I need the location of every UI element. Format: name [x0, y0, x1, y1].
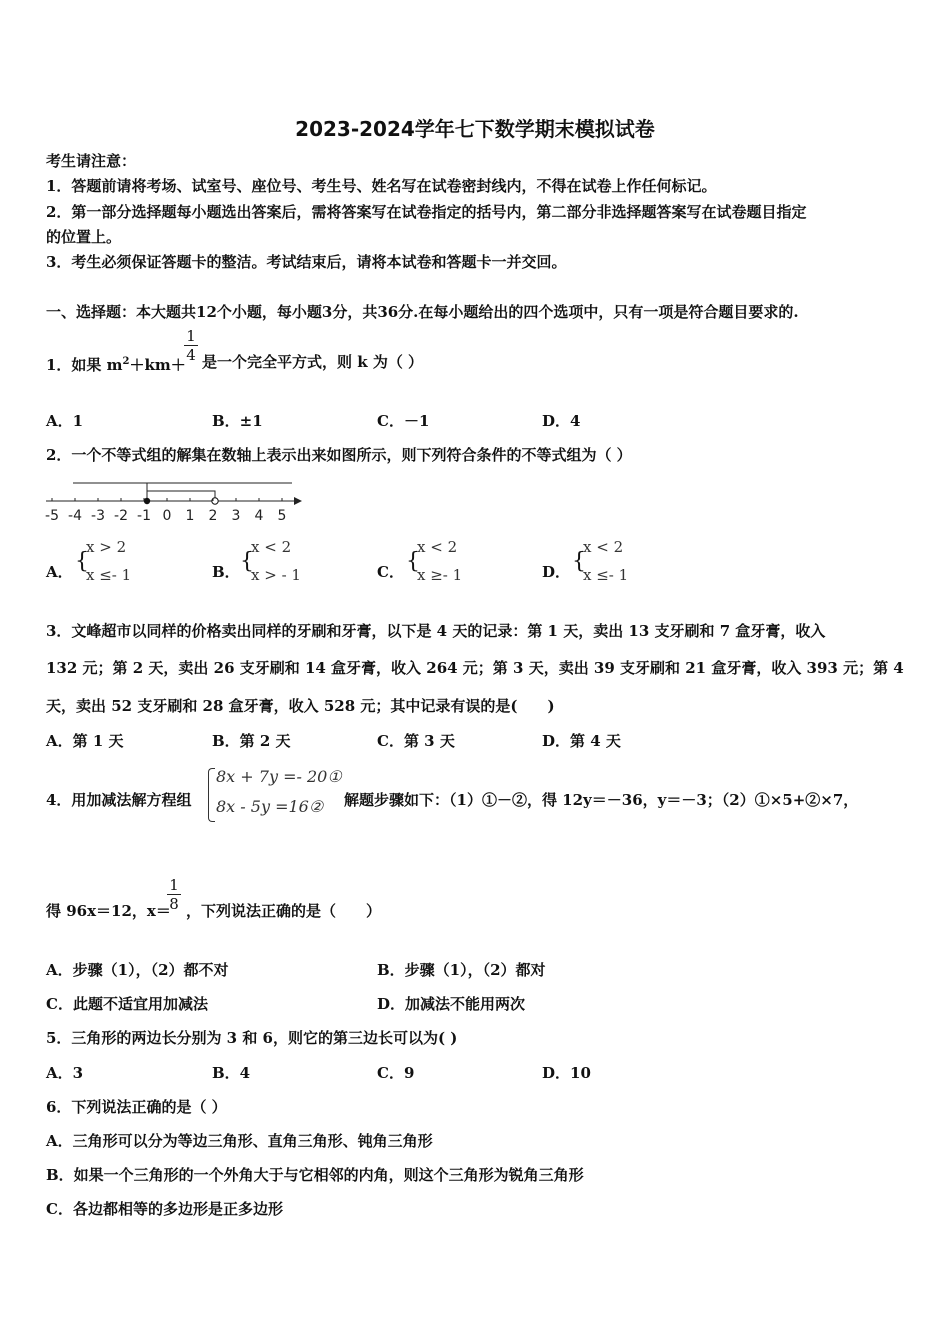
q4-option-c: C．此题不适宜用加减法 — [46, 995, 208, 1013]
q5-option-b: B．4 — [212, 1064, 251, 1082]
question-6-text: 6．下列说法正确的是（ ） — [46, 1098, 227, 1116]
q3-option-c: C．第 3 天 — [377, 732, 455, 750]
solution-bracket — [147, 491, 215, 501]
page-title: 2023-2024学年七下数学期末模拟试卷 — [295, 117, 655, 141]
number-line-figure — [40, 474, 310, 526]
axis-tick-label: -4 — [68, 508, 82, 524]
axis-tick-label: 5 — [277, 508, 287, 524]
q6-option-c: C．各边都相等的多边形是正多边形 — [46, 1200, 283, 1218]
q2-option-d-brace: { — [572, 549, 586, 574]
q2-option-d-bottom: x ≤- 1 — [583, 566, 629, 584]
q1-option-c: C．－1 — [377, 412, 430, 430]
q5-option-c: C．9 — [377, 1064, 415, 1082]
question-1-suffix: 是一个完全平方式，则 k 为（ ） — [202, 353, 424, 371]
question-4-line-2: 得 96x＝12，x＝ — [46, 902, 171, 920]
notice-item-2-cont: 的位置上。 — [46, 228, 122, 246]
q2-option-b-brace: { — [240, 549, 254, 574]
q2-option-b-bottom: x > - 1 — [251, 566, 301, 584]
q4-equation-2: 8x - 5y =16② — [216, 797, 324, 816]
q3-option-b: B．第 2 天 — [212, 732, 291, 750]
closed-point-minus-1 — [144, 498, 150, 504]
q2-option-a-label: A． — [46, 563, 73, 581]
q2-option-b-label: B． — [212, 563, 240, 581]
question-3-line-2: 132 元；第 2 天，卖出 26 支牙刷和 14 盒牙膏，收入 264 元；第 3 天，卖出 39 支牙刷和 21 盒牙膏，收入 393 元；第 4 — [46, 659, 904, 677]
q5-option-a: A．3 — [46, 1064, 84, 1082]
axis-tick-label: -5 — [45, 508, 59, 524]
q4-system-brace — [208, 768, 215, 822]
axis-tick-label: -2 — [114, 508, 128, 524]
question-2-text: 2．一个不等式组的解集在数轴上表示出来如图所示，则下列符合条件的不等式组为（ ） — [46, 446, 632, 464]
axis-tick-label: 0 — [162, 508, 172, 524]
q5-option-d: D．10 — [542, 1064, 591, 1082]
q6-option-a: A．三角形可以分为等边三角形、直角三角形、钝角三角形 — [46, 1132, 433, 1150]
question-5-text: 5．三角形的两边长分别为 3 和 6，则它的第三边长可以为( ) — [46, 1029, 458, 1047]
axis-tick-label: 4 — [254, 508, 264, 524]
q4-option-b: B．步骤（1），（2）都对 — [377, 961, 546, 979]
q2-option-b-top: x < 2 — [251, 538, 292, 556]
q6-option-b: B．如果一个三角形的一个外角大于与它相邻的内角，则这个三角形为锐角三角形 — [46, 1166, 584, 1184]
notice-heading: 考生请注意： — [46, 152, 137, 170]
question-3-line-1: 3．文峰超市以同样的价格卖出同样的牙刷和牙膏，以下是 4 天的记录：第 1 天，卖出 13 支牙刷和 7 盒牙膏，收入 — [46, 622, 826, 640]
section-heading: 一、选择题：本大题共12个小题，每小题3分，共36分.在每小题给出的四个选项中，只有一项是符合题目要求的. — [46, 303, 799, 321]
q1-option-d: D．4 — [542, 412, 581, 430]
q2-option-d-label: D． — [542, 563, 571, 581]
question-4-line-2-suffix: ，下列说法正确的是（ ） — [186, 902, 382, 920]
q2-option-c-label: C． — [377, 563, 404, 581]
axis-tick-label: -1 — [137, 508, 151, 524]
notice-item-2: 2．第一部分选择题每小题选出答案后，需将答案写在试卷指定的括号内，第二部分非选择题答案写在试卷题目指定 — [46, 203, 807, 221]
q2-option-a-bottom: x ≤- 1 — [86, 566, 132, 584]
q4-option-a: A．步骤（1），（2）都不对 — [46, 961, 229, 979]
question-4-prefix: 4．用加减法解方程组 — [46, 791, 192, 809]
question-4-steps: 解题步骤如下：（1）①－②，得 12y＝－36，y＝－3；（2）①×5+②×7， — [344, 791, 859, 809]
q3-option-a: A．第 1 天 — [46, 732, 124, 750]
notice-item-3: 3．考生必须保证答题卡的整洁。考试结束后，请将本试卷和答题卡一并交回。 — [46, 253, 567, 271]
q1-option-b: B．±1 — [212, 412, 263, 430]
number-line-arrow — [294, 497, 302, 505]
question-1-text: 1．如果 $m^2+km+$ — [46, 356, 186, 374]
q4-option-d: D．加减法不能用两次 — [377, 995, 526, 1013]
axis-tick-label: -3 — [91, 508, 105, 524]
axis-tick-label: 3 — [231, 508, 241, 524]
q2-option-a-brace: { — [75, 549, 89, 574]
q1-option-a: A．1 — [46, 412, 84, 430]
notice-item-1: 1．答题前请将考场、试室号、座位号、考生号、姓名写在试卷密封线内，不得在试卷上作任何标记。 — [46, 177, 717, 195]
q3-option-d: D．第 4 天 — [542, 732, 621, 750]
q4-equation-1: 8x + 7y =- 20① — [216, 767, 342, 786]
question-3-line-3: 天，卖出 52 支牙刷和 28 盒牙膏，收入 528 元；其中记录有误的是( ) — [46, 697, 555, 715]
q2-option-c-brace: { — [406, 549, 420, 574]
question-1-fraction: 1 4 — [184, 327, 198, 364]
q2-option-c-bottom: x ≥- 1 — [417, 566, 463, 584]
q2-option-c-top: x < 2 — [417, 538, 458, 556]
axis-tick-label: 2 — [208, 508, 218, 524]
q2-option-a-top: x > 2 — [86, 538, 127, 556]
question-4-fraction: 1 8 — [167, 876, 181, 913]
axis-tick-label: 1 — [185, 508, 195, 524]
q2-option-d-top: x < 2 — [583, 538, 624, 556]
